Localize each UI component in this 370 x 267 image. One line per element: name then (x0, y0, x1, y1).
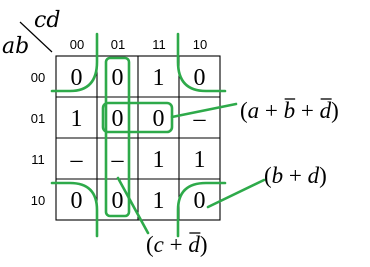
row-header-01: 01 (30, 111, 46, 126)
label-c-dbar-c: c (153, 232, 164, 257)
label-c-dbar-d: d (188, 232, 200, 257)
label-b-d (264, 163, 327, 188)
label-c-dbar-paren-open: ( (146, 232, 154, 257)
label-a-bbar-dbar-plus-1: + (259, 98, 284, 123)
cell-01-11: 0 (152, 106, 165, 132)
cell-10-00: 0 (70, 188, 83, 214)
label-b-d-paren-open: ( (264, 163, 272, 188)
cell-01-01: 0 (111, 106, 124, 132)
label-b-d-paren-close: ) (319, 163, 327, 188)
cell-11-01: – (111, 147, 124, 173)
cell-11-00: – (70, 147, 83, 173)
label-c-dbar-plus: + (163, 232, 189, 257)
cell-01-10: – (193, 106, 206, 132)
label-a-bbar-dbar (240, 98, 339, 123)
row-variable-label: ab (2, 34, 30, 59)
col-variable-label: cd (34, 8, 61, 33)
label-b-d-plus: + (283, 163, 308, 188)
label-b-d-d: d (307, 163, 320, 188)
label-a-bbar-dbar-d: d (319, 98, 332, 123)
cell-10-01: 0 (111, 188, 124, 214)
label-b-d-b: b (271, 163, 284, 188)
label-a-bbar-dbar-b: b (283, 98, 296, 123)
col-header-10: 10 (192, 37, 208, 52)
cell-11-11: 1 (152, 147, 165, 173)
cell-10-10: 0 (193, 188, 206, 214)
label-a-bbar-dbar-a: a (247, 98, 260, 123)
row-header-11: 11 (31, 152, 45, 167)
label-a-bbar-dbar-plus-2: + (295, 98, 320, 123)
cell-11-10: 1 (193, 147, 206, 173)
label-c-dbar-paren-close: ) (199, 232, 208, 257)
col-header-01: 01 (110, 37, 126, 52)
label-c-dbar (146, 232, 208, 257)
cell-00-01: 0 (111, 65, 124, 91)
cell-00-11: 1 (152, 65, 165, 91)
cell-00-10: 0 (193, 65, 206, 91)
row-header-00: 00 (30, 70, 46, 85)
cell-01-00: 1 (70, 106, 83, 132)
cell-00-00: 0 (70, 65, 83, 91)
label-a-bbar-dbar-paren-open: ( (240, 98, 248, 123)
label-a-bbar-dbar-paren-close: ) (331, 98, 339, 123)
cell-10-11: 1 (152, 188, 165, 214)
col-header-11: 11 (152, 37, 166, 52)
col-header-00: 00 (69, 37, 85, 52)
row-header-10: 10 (30, 193, 46, 208)
